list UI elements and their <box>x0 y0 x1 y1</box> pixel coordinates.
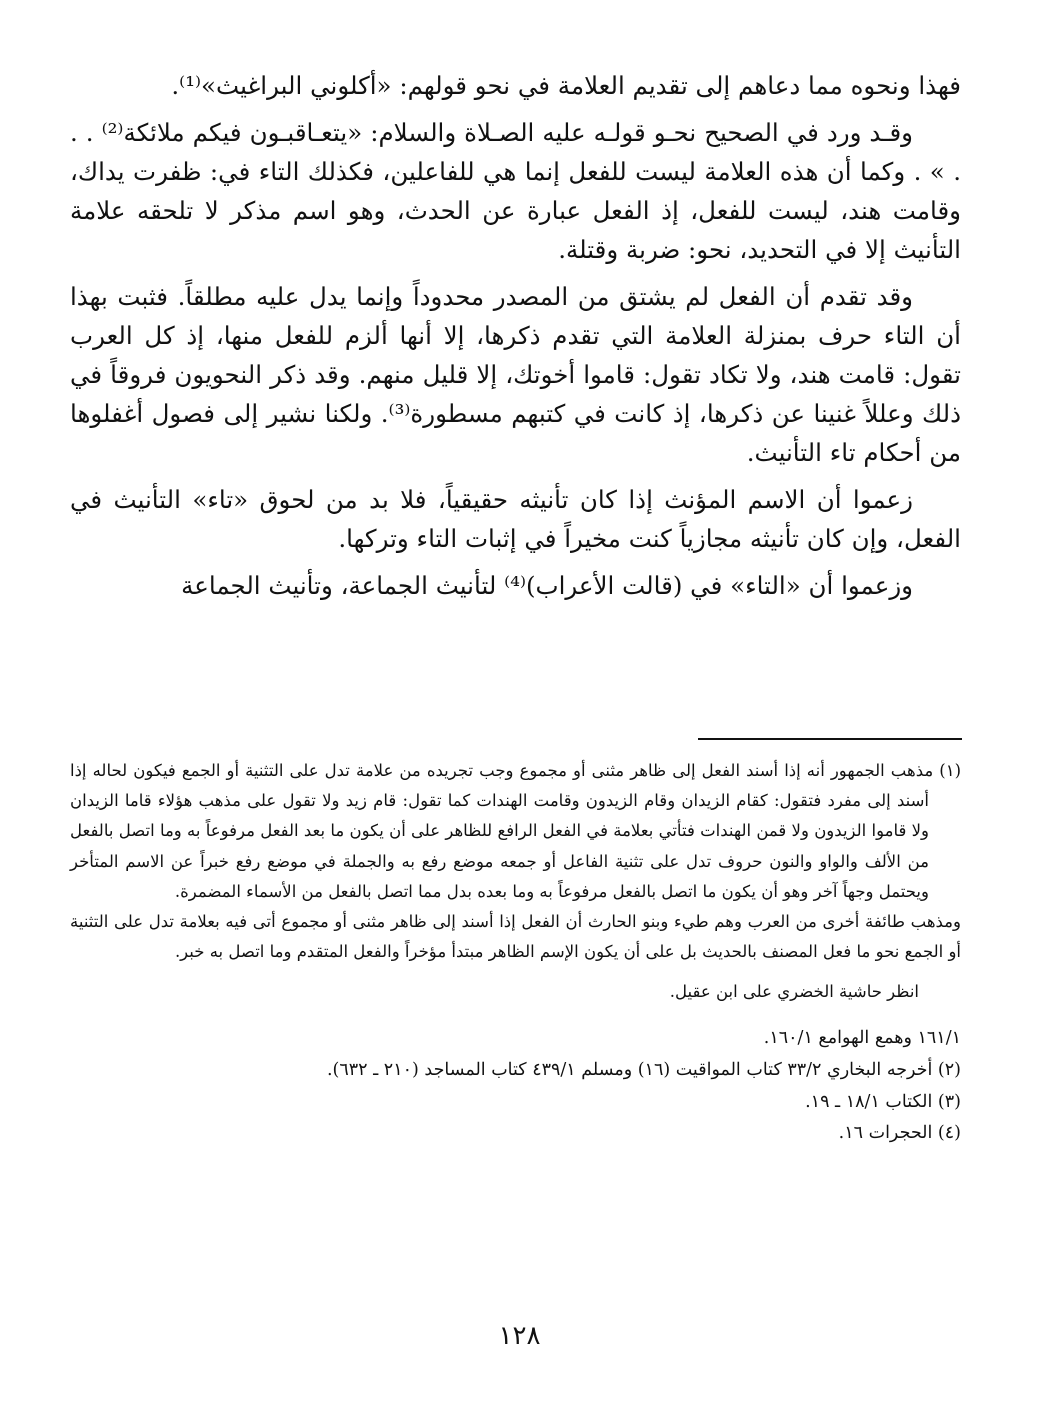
paragraph-1: فهذا ونحوه مما دعاهم إلى تقديم العلامة في نحو قولهم: «أكلوني البراغيث»⁽¹⁾. <box>171 71 961 100</box>
paragraph-2: وقـد ورد في الصحيح نحـو قولـه عليه الصـلاة والسلام: «يتعـاقبـون فيكم ملائكة⁽²⁾ . . . » . وكما أن هذه العلامة ليست للفعل إنما هي للفاعلين، فكذلك التاء في: ظفرت يداك، وقامت هند، ليست للفعل، إذ الفعل عبارة عن الحدث، وهو اسم مذكر لا تلحقه علامة التأنيث إلا في التحديد، نحو: ضربة وقتلة. <box>70 118 961 264</box>
page-number: ١٢٨ <box>498 1321 541 1351</box>
footnote-1-paragraph-1: (١) مذهب الجمهور أنه إذا أسند الفعل إلى ظاهر مثنى أو مجموع وجب تجريده من علامة تدل على التثنية أو الجمع فيكون لحاله إذا أسند إلى مفرد فتقول: كقام الزيدان وقام الزيدون وقامت الهندات كما تقول: قام زيد ولا تقول على مذهب هؤلاء قاما الزيدان ولا قاموا الزيدون ولا قمن الهندات فتأتي بعلامة في الفعل الرافع للظاهر على أن يكون ما بعد الفعل مرفوعاً به وما اتصل بالفعل من الألف والواو والنون حروف تدل على تثنية الفاعل أو جمعه موضع رفع به والجملة في موضع رفع خبراً عن الاسم المتأخر ويحتمل وجهاً آخر وهو أن يكون ما اتصل بالفعل مرفوعاً به وما بعده بدل مما اتصل بالفعل من الأسماء المضمرة. <box>70 761 961 901</box>
main-text <box>70 66 961 613</box>
footnotes <box>70 756 961 1150</box>
footnote-1-citation: ١٦١/١ وهمع الهوامع ١٦٠/١. <box>763 1028 961 1049</box>
footnote-1-paragraph-2: ومذهب طائفة أخرى من العرب وهم طيء وبنو الحارث أن الفعل إذا أسند إلى ظاهر مثنى أو مجموع أتى فيه بعلامة تدل على التثنية أو الجمع نحو ما فعل المصنف بالحديث بل على أن يكون الإسم الظاهر مبتدأ مؤخراً والفعل المتقدم وما اتصل به خبر. <box>70 912 961 962</box>
paragraph-4: زعموا أن الاسم المؤنث إذا كان تأنيثه حقيقياً، فلا بد من لحوق «تاء» التأنيث في الفعل، وإن كان تأنيثه مجازياً كنت مخيراً في إثبات التاء وتركها. <box>70 485 961 553</box>
footnote-3: (٣) الكتاب ١٨/١ ـ ١٩. <box>805 1091 961 1112</box>
footnote-4: (٤) الحجرات ١٦. <box>838 1123 961 1144</box>
footnote-separator <box>698 738 962 740</box>
footnote-2: (٢) أخرجه البخاري ٣٣/٢ كتاب المواقيت (١٦) ومسلم ٤٣٩/١ كتاب المساجد (٢١٠ ـ ٦٣٢). <box>326 1060 961 1081</box>
footnote-1-reference: انظر حاشية الخضري على ابن عقيل. <box>669 982 919 1002</box>
paragraph-5: وزعموا أن «التاء» في (قالت الأعراب)⁽⁴⁾ لتأنيث الجماعة، وتأنيث الجماعة <box>181 571 913 600</box>
paragraph-3: وقد تقدم أن الفعل لم يشتق من المصدر محدوداً وإنما يدل عليه مطلقاً. فثبت بهذا أن التاء حرف بمنزلة العلامة التي تقدم ذكرها، إلا أنها ألزم للفعل منها، إذ كل العرب تقول: قامت هند، ولا تكاد تقول: قاموا أخوتك، إلا قليل منهم. وقد ذكر النحويون فروقاً في ذلك وعللاً غنينا عن ذكرها، إذ كانت في كتبهم مسطورة⁽³⁾. ولكنا نشير إلى فصول أغفلوها من أحكام تاء التأنيث. <box>70 282 961 467</box>
